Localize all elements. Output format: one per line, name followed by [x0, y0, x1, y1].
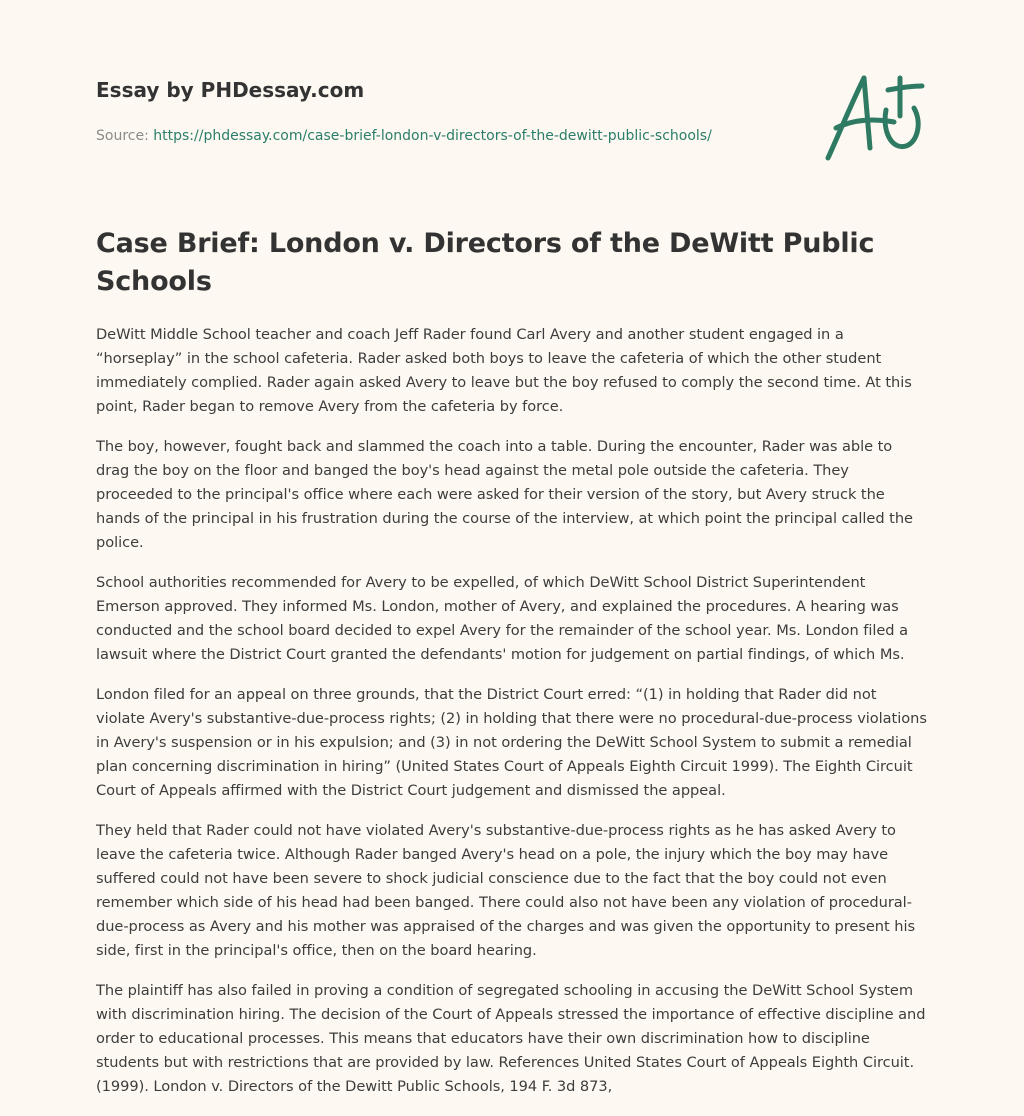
essay-paragraph: London filed for an appeal on three grounds, that the District Court erred: “(1) in holding that Rader did not violate Avery's substantive-due-process rights; (2) in holding that there were no procedural-due-process violations in Avery's suspension or in his expulsion; and (3) in not ordering the DeWitt School System to submit a remedial plan concerning discrimination in hiring” (United States Court of Appeals Eighth Circuit 1999). The Eighth Circuit Court of Appeals affirmed with the District Court judgement and dismissed the appeal.	[96, 686, 927, 799]
essay-paragraph: The boy, however, fought back and slammed the coach into a table. During the encounter, Rader was able to drag the boy on the floor and banged the boy's head against the metal pole outside the cafeteria. They proceeded to the principal's office where each were asked for their version of the story, but Avery struck the hands of the principal in his frustration during the course of the interview, at which point the principal called the police.	[96, 438, 913, 551]
site-title: Essay by PHDessay.com	[96, 78, 365, 102]
source-line	[96, 126, 816, 146]
essay-paragraph: DeWitt Middle School teacher and coach Jeff Rader found Carl Avery and another student engaged in a “horseplay” in the school cafeteria. Rader asked both boys to leave the cafeteria of which the other student immediately complied. Rader again asked Avery to leave but the boy refused to comply the second time. At this point, Rader began to remove Avery from the cafeteria by force.	[96, 326, 912, 415]
essay-content	[96, 225, 928, 1115]
a-plus-logo-icon	[818, 66, 930, 166]
page-header	[96, 76, 816, 146]
essay-title: Case Brief: London v. Directors of the DeWitt Public Schools	[96, 228, 875, 297]
essay-paragraph: School authorities recommended for Avery to be expelled, of which DeWitt School District Superintendent Emerson approved. They informed Ms. London, mother of Avery, and explained the procedures. A hearing was conducted and the school board decided to expel Avery for the remainder of the school year. Ms. London filed a lawsuit where the District Court granted the defendants' motion for judgement on partial findings, of which Ms.	[96, 574, 908, 663]
essay-paragraph: The plaintiff has also failed in proving a condition of segregated schooling in accusing the DeWitt School System with discrimination hiring. The decision of the Court of Appeals stressed the importance of effective discipline and order to educational processes. This means that educators have their own discrimination how to discipline students but with restrictions that are provided by law. References United States Court of Appeals Eighth Circuit. (1999). London v. Directors of the Dewitt Public Schools, 194 F. 3d 873,	[96, 982, 926, 1095]
source-link[interactable]: https://phdessay.com/case-brief-london-v-directors-of-the-dewitt-public-schools/	[153, 128, 712, 144]
source-label: Source:	[96, 128, 154, 144]
essay-paragraph: They held that Rader could not have violated Avery's substantive-due-process rights as he has asked Avery to leave the cafeteria twice. Although Rader banged Avery's head on a pole, the injury which the boy may have suffered could not have been severe to shock judicial conscience due to the fact that the boy could not even remember which side of his head had been banged. There could also not have been any violation of procedural-due-process as Avery and his mother was appraised of the charges and was given the opportunity to present his side, first in the principal's office, then on the board hearing.	[96, 822, 916, 959]
